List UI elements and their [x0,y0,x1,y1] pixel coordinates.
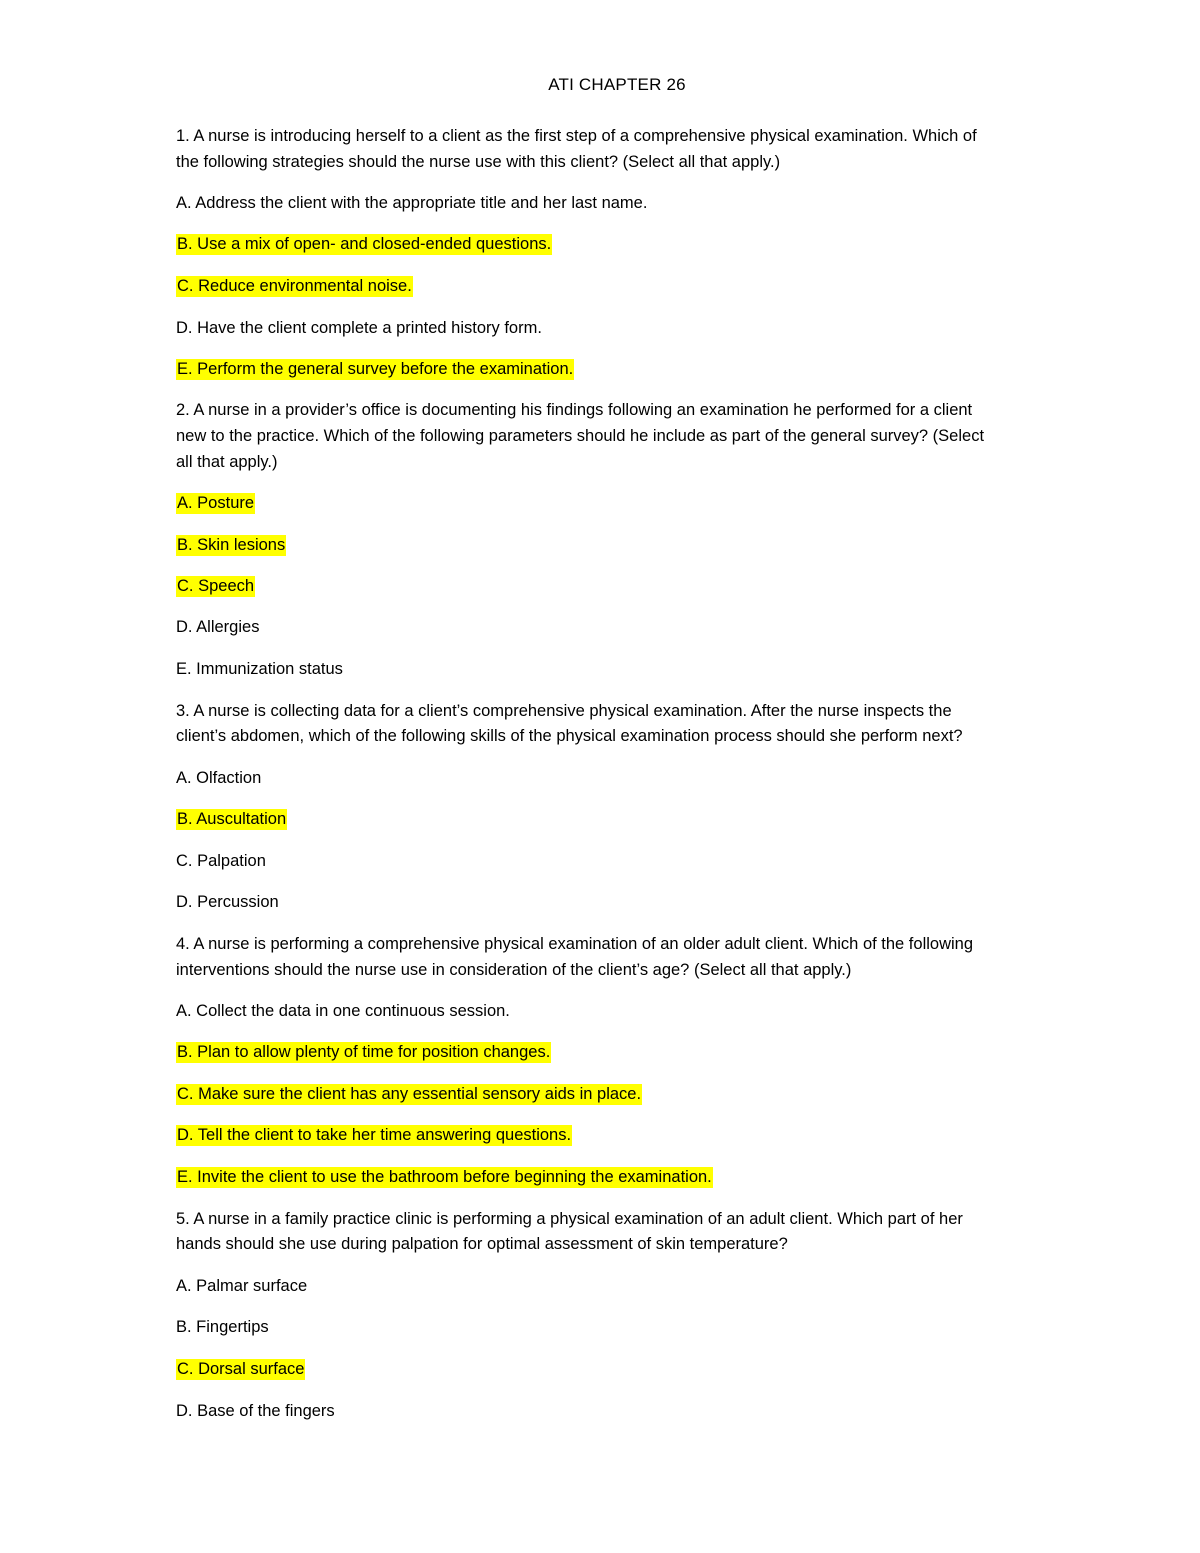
question-4-line-2: interventions should the nurse use in consideration of the client’s age? (Select all that apply.) [176,961,852,979]
option-text: E. Immunization status [176,660,343,678]
question-3-option-b [176,806,287,832]
question-1-option-e [176,356,574,382]
option-text: B. Fingertips [176,1318,269,1336]
question-2-line-2: new to the practice. Which of the following parameters should he include as part of the general survey? (Select [176,427,985,445]
question-2-option-b [176,532,286,558]
answer-highlight: E. Perform the general survey before the examination. [177,360,574,378]
question-2-line-3: all that apply.) [176,453,278,471]
option-text: D. Allergies [176,618,260,636]
question-3-option-a [176,765,261,791]
option-text: D. Have the client complete a printed history form. [176,319,542,337]
question-3-line-1: 3. A nurse is collecting data for a client’s comprehensive physical examination. After the nurse inspects the [176,702,952,720]
answer-highlight: C. Speech [177,577,255,595]
answer-highlight: B. Plan to allow plenty of time for position changes. [177,1043,551,1061]
question-4-option-e [176,1164,713,1190]
question-4-option-a [176,998,510,1024]
answer-highlight: C. Reduce environmental noise. [177,277,412,295]
question-4-option-d [176,1122,572,1148]
option-text: A. Palmar surface [176,1277,308,1295]
answer-highlight: B. Use a mix of open- and closed-ended questions. [177,235,552,253]
option-text: D. Percussion [176,893,279,911]
question-1-option-d [176,315,542,341]
option-text: A. Address the client with the appropriate title and her last name. [176,194,648,212]
question-5-line-1: 5. A nurse in a family practice clinic is performing a physical examination of an adult client. Which part of her [176,1210,963,1228]
question-5-option-d [176,1398,335,1424]
question-1-option-a [176,190,647,216]
answer-highlight: E. Invite the client to use the bathroom before beginning the examination. [177,1168,712,1186]
question-5-line-2: hands should she use during palpation for optimal assessment of skin temperature? [176,1235,788,1253]
answer-highlight: B. Auscultation [177,810,287,828]
question-2-line-1: 2. A nurse in a provider’s office is documenting his findings following an examination he performed for a client [176,401,973,419]
question-5-option-a [176,1273,307,1299]
question-4-line-1: 4. A nurse is performing a comprehensive physical examination of an older adult client. Which of the following [176,935,974,953]
answer-highlight: C. Make sure the client has any essential sensory aids in place. [177,1085,642,1103]
answer-highlight: B. Skin lesions [177,536,286,554]
option-text: D. Base of the fingers [176,1402,335,1420]
question-2-option-c [176,573,255,599]
question-1-option-b [176,231,552,257]
answer-highlight: A. Posture [177,494,255,512]
question-2-option-a [176,490,255,516]
option-text: A. Collect the data in one continuous session. [176,1002,510,1020]
document-title: ATI CHAPTER 26 [548,75,686,94]
question-1-line-1: 1. A nurse is introducing herself to a client as the first step of a comprehensive physical examination. Which of [176,127,977,145]
answer-highlight: D. Tell the client to take her time answering questions. [177,1126,572,1144]
question-2-option-d [176,614,259,640]
option-text: A. Olfaction [176,769,262,787]
question-3-option-d [176,889,279,915]
question-4-option-b [176,1039,551,1065]
answer-highlight: C. Dorsal surface [177,1360,305,1378]
question-1-option-c [176,273,413,299]
question-3-option-c [176,848,266,874]
question-5-option-c [176,1356,305,1382]
question-5-option-b [176,1314,269,1340]
question-1-line-2: the following strategies should the nurse use with this client? (Select all that apply.) [176,153,781,171]
option-text: C. Palpation [176,852,266,870]
question-4-option-c [176,1081,642,1107]
question-2-option-e [176,656,343,682]
question-3-line-2: client’s abdomen, which of the following skills of the physical examination process should she perform next? [176,727,963,745]
